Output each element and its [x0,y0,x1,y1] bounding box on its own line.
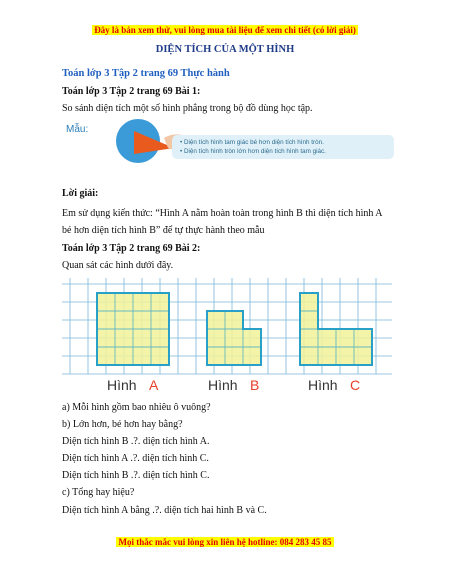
label-c-word: Hình [308,377,338,393]
shape-b [207,311,261,365]
hotline-footer: Mọi thắc mắc vui lòng xin liên hệ hotline: 084 283 45 85 [118,537,332,547]
question-a: a) Mỗi hình gồm bao nhiêu ô vuông? [62,402,211,413]
grid-figure [62,278,392,398]
grid-svg [62,278,392,398]
label-b-letter: B [250,377,260,393]
preview-banner: Đây là bản xem thử, vui lòng mua tài liệu để xem chi tiết (có lời giải) [94,25,356,35]
sample-bullet-2: • Diện tích hình tròn lớn hơn diện tích hình tam giác. [180,148,326,155]
sample-label: Mẫu: [66,124,89,135]
compare-line-3: Diện tích hình B .?. diện tích hình C. [62,470,210,481]
question-b: b) Lớn hơn, bé hơn hay bằng? [62,419,183,430]
question-c: c) Tổng hay hiệu? [62,487,135,498]
compare-line-2: Diện tích hình A .?. diện tích hình C. [62,453,209,464]
compare-line-1: Diện tích hình B .?. diện tích hình A. [62,436,210,447]
solution-line-2: bé hơn diện tích hình B” để tự thực hành theo mẫu [62,225,265,236]
bai1-question: So sánh diện tích một số hình phẳng trong bộ đồ dùng học tập. [62,103,313,114]
label-c-letter: C [350,377,361,393]
sum-line: Diện tích hình A bằng .?. diện tích hai hình B và C. [62,505,267,516]
bai1-heading: Toán lớp 3 Tập 2 trang 69 Bài 1: [62,86,201,97]
solution-heading: Lời giải: [62,188,99,199]
label-a-word: Hình [107,377,137,393]
label-a-letter: A [149,377,159,393]
sample-illustration [62,118,392,166]
solution-line-1: Em sử dụng kiến thức: “Hình A nằm hoàn toàn trong hình B thì diện tích hình A [62,208,383,219]
bai2-heading: Toán lớp 3 Tập 2 trang 69 Bài 2: [62,243,201,254]
page-title: DIỆN TÍCH CỦA MỘT HÌNH [155,44,295,55]
label-b-word: Hình [208,377,238,393]
sample-bubble [172,135,394,159]
bai2-prompt: Quan sát các hình dưới đây. [62,260,174,271]
sample-bullet-1: • Diện tích hình tam giác bé hơn diện tích hình tròn. [180,139,324,146]
section-heading: Toán lớp 3 Tập 2 trang 69 Thực hành [62,68,230,79]
